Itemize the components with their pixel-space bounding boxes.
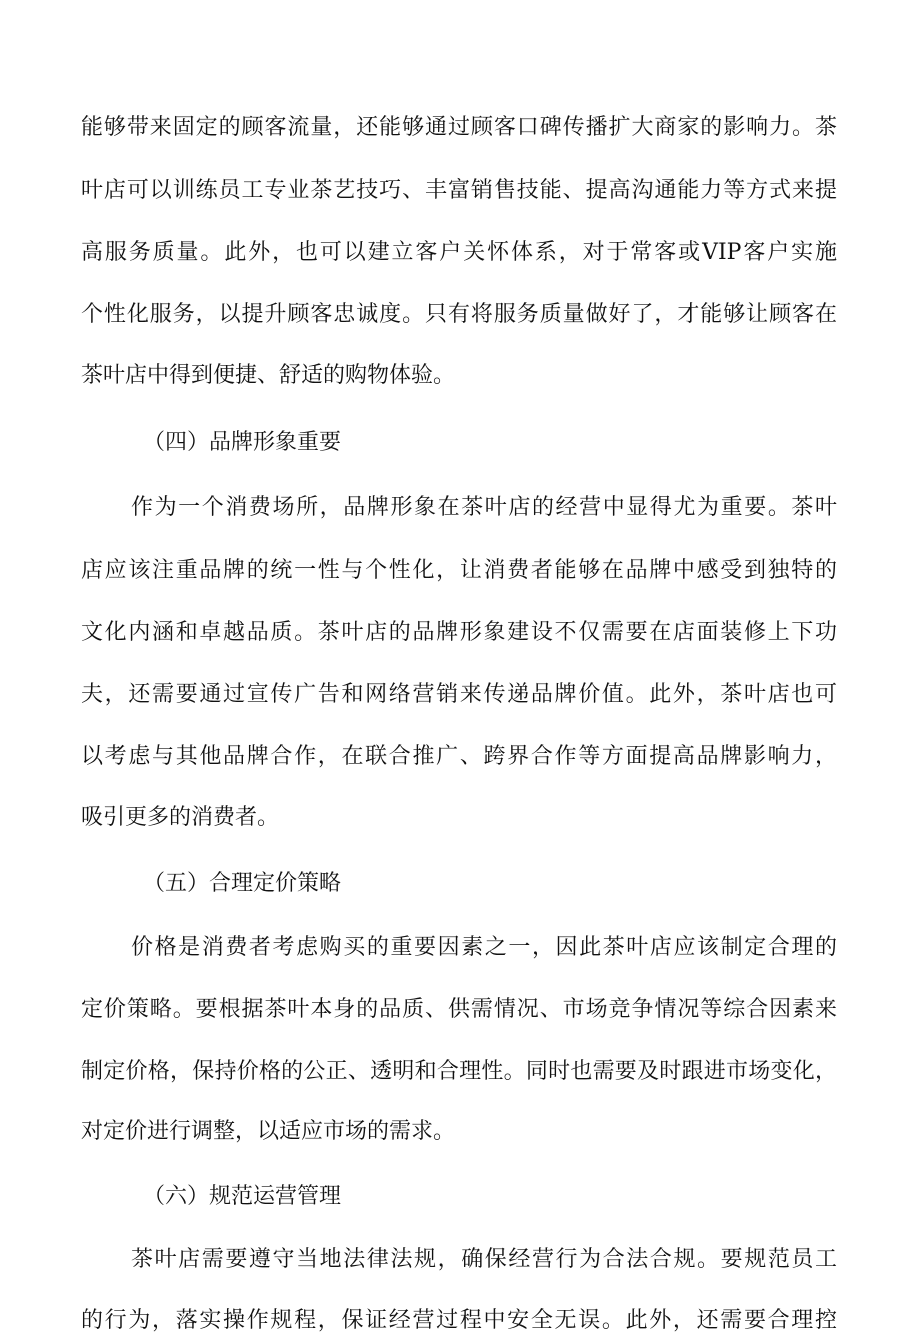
paragraph-line: 叶店可以训练员工专业茶艺技巧、丰富销售技能、提高沟通能力等方式来提 [81, 178, 837, 203]
paragraph-line: 吸引更多的消费者。 [81, 805, 280, 830]
paragraph-line: 文化内涵和卓越品质。茶叶店的品牌形象建设不仅需要在店面装修上下功 [81, 620, 837, 645]
paragraph-line: 高服务质量。此外，也可以建立客户关怀体系，对于常客或VIP客户实施 [81, 240, 837, 265]
paragraph-line: 的行为，落实操作规程，保证经营过程中安全无误。此外，还需要合理控 [81, 1308, 837, 1333]
section-heading-operations: （六）规范运营管理 [143, 1184, 342, 1209]
paragraph-line: 夫，还需要通过宣传广告和网络营销来传递品牌价值。此外，茶叶店也可 [81, 682, 837, 707]
paragraph-line: 制定价格，保持价格的公正、透明和合理性。同时也需要及时跟进市场变化， [81, 1059, 837, 1084]
paragraph-line: 店应该注重品牌的统一性与个性化，让消费者能够在品牌中感受到独特的 [81, 558, 837, 583]
paragraph-line: 价格是消费者考虑购买的重要因素之一，因此茶叶店应该制定合理的 [131, 935, 837, 960]
paragraph-line: 作为一个消费场所，品牌形象在茶叶店的经营中显得尤为重要。茶叶 [131, 495, 837, 520]
section-heading-pricing: （五）合理定价策略 [143, 871, 342, 896]
section-heading-brand: （四）品牌形象重要 [143, 430, 342, 455]
paragraph-line: 茶叶店中得到便捷、舒适的购物体验。 [81, 363, 456, 388]
paragraph-line: 茶叶店需要遵守当地法律法规，确保经营行为合法合规。要规范员工 [131, 1247, 837, 1272]
paragraph-line: 能够带来固定的顾客流量，还能够通过顾客口碑传播扩大商家的影响力。茶 [81, 115, 837, 140]
paragraph-line: 个性化服务，以提升顾客忠诚度。只有将服务质量做好了，才能够让顾客在 [81, 302, 837, 327]
paragraph-line: 定价策略。要根据茶叶本身的品质、供需情况、市场竞争情况等综合因素来 [81, 997, 837, 1022]
paragraph-line: 对定价进行调整，以适应市场的需求。 [81, 1119, 456, 1144]
paragraph-line: 以考虑与其他品牌合作，在联合推广、跨界合作等方面提高品牌影响力， [81, 744, 837, 769]
